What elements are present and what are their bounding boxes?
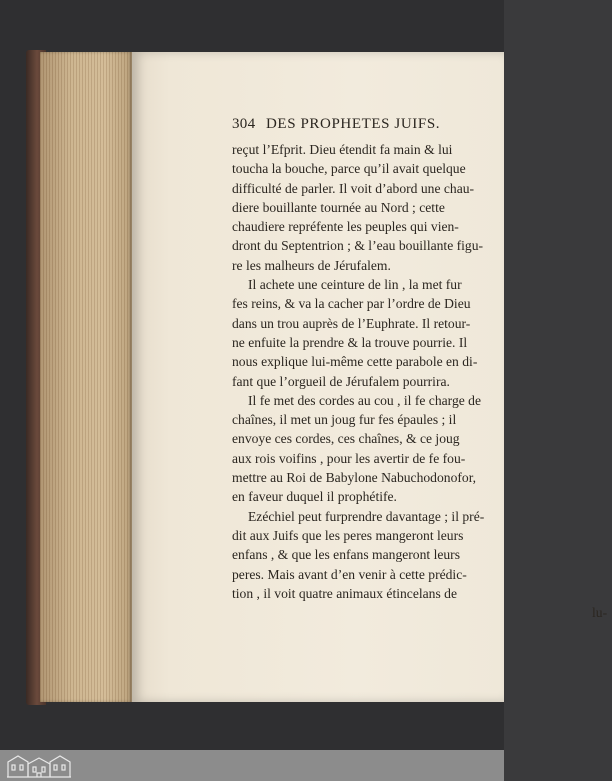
viewer-footer (0, 750, 504, 781)
text-line: diere bouillante tournée au Nord ; cette (232, 199, 445, 215)
text-line: Ezéchiel peut furprendre davantage ; il pré- (248, 508, 485, 524)
text-line: aux rois voifins , pour les avertir de fe fou- (232, 450, 466, 466)
page-text (232, 112, 612, 622)
text-line: dit aux Juifs que les peres mangeront leurs (232, 527, 464, 543)
catchword: lu- (592, 605, 608, 621)
text-line: mettre au Roi de Babylone Nabuchodonofor, (232, 470, 477, 486)
text-line: dront du Septentrion ; & l’eau bouillante figu- (232, 238, 484, 254)
page-number: 304 (232, 116, 256, 132)
text-line: peres. Mais avant d’en venir à cette prédic- (232, 566, 467, 582)
text-line: Il achete une ceinture de lin , la met fur (248, 277, 462, 293)
text-line: enfans , & que les enfans mangeront leurs (232, 547, 461, 563)
text-line: fant que l’orgueil de Jérufalem pourrira. (232, 373, 450, 389)
library-building-icon[interactable] (6, 753, 72, 778)
page-block-edge (40, 52, 132, 702)
text-line: fes reins, & va la cacher par l’ordre de Dieu (232, 296, 471, 312)
text-line: dans un trou auprès de l’Euphrate. Il retour- (232, 315, 471, 331)
text-line: en faveur duquel il prophétife. (232, 489, 397, 505)
book-page (132, 52, 608, 702)
text-line: Il fe met des cordes au cou , il fe charge de (248, 392, 482, 408)
text-line: re les malheurs de Jérufalem. (232, 257, 391, 273)
text-line: nous explique lui-même cette parabole en di- (232, 354, 478, 370)
text-line: chaudiere repréfente les peuples qui vien- (232, 219, 459, 235)
page-header (232, 112, 612, 136)
running-title: DES PROPHETES JUIFS. (266, 116, 441, 132)
text-line: reçut l’Efprit. Dieu étendit fa main & lui (232, 142, 453, 157)
text-line: tion , il voit quatre animaux étincelans de (232, 585, 457, 601)
text-line: ne enfuite la prendre & la trouve pourrie. Il (232, 334, 468, 350)
text-line: toucha la bouche, parce qu’il avait quelque (232, 161, 466, 177)
text-line: difficulté de parler. Il voit d’abord une chau- (232, 180, 475, 196)
text-line: envoye ces cordes, ces chaînes, & ce joug (232, 431, 460, 447)
text-line: chaînes, il met un joug fur fes épaules ; il (232, 412, 457, 428)
